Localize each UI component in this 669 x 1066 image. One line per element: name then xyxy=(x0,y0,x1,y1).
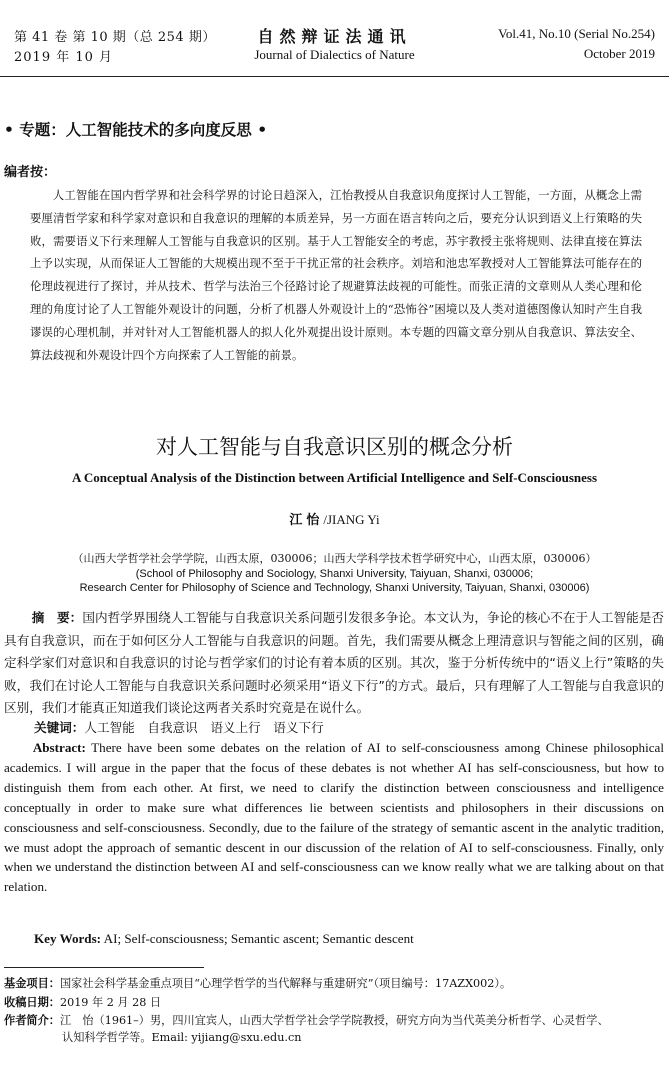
keywords-zh xyxy=(34,717,324,736)
article-title-en: A Conceptual Analysis of the Distinction between Artificial Intelligence and Self-Consciousness xyxy=(71,470,598,485)
keywords-en-text: AI; Self-consciousness; Semantic ascent; Semantic descent xyxy=(103,931,414,946)
editor-note-text: 人工智能在国内哲学界和社会科学界的讨论日趋深入，江怡教授从自我意识角度探讨人工智能，一方面，从概念上需要厘清哲学家和科学家对意识和自我意识的理解的本质差异，另一方面在语言转向之后，要充分认识到语义上行策略的失败，需要语义下行来理解人工智能与自我意识的区别。基于人工智能安全的考虑，苏宇教授主张将规则、法律直接在算法上予以实现，从而保证人工智能的大规模出现不至于干扰正常的社会秩序。刘培和池忠军教授对人工智能算法可能存在的伦理歧视进行了探讨，并从技术、哲学与法治三个径路讨论了规避算法歧视的可能性。而张正清的文章则从人类心理和伦理的角度讨论了人工智能外观设计的问题，分析了机器人外观设计上的“恐怖谷”困境以及人类对道德图像认知时产生自我谬误的心理机制，并对针对人工智能机器人的拟人化外观提出设计原则。本专题的四篇文章分别从自我意识、算法安全、算法歧视和外观设计四个方向探索了人工智能的前景。 xyxy=(30,188,642,362)
article-title-zh: 对人工智能与自我意识区别的概念分析 xyxy=(156,435,513,459)
footnote-author xyxy=(4,1012,664,1046)
abstract-en-text: There have been some debates on the relation of AI to self-consciousness among Chinese philosophical academics. I will argue in the paper that the focus of these debates is not whether AI has self-consciousness, but how to distinguish them from each other. At first, we need to clarify the distinction between consciousness and intelligence conceptually in order to make sure what differences lie between scientists and philosophers in their discussions on consciousness and self-consciousness. Secondly, due to the failure of the strategy of semantic ascent in the analytic tradition, we must adopt the approach of semantic descent in our discussion of the relation of AI to self-consciousness. Finally, only when we understand the distinction between AI and self-consciousness can we know really what we are talking about on that relation. xyxy=(4,740,664,895)
author-line xyxy=(0,509,669,528)
volume-issue-zh: 第 41 卷 第 10 期（总 254 期） xyxy=(14,30,216,45)
footnote-fund xyxy=(4,975,664,992)
keywords-zh-label: 关键词： xyxy=(34,720,85,735)
affiliation-en-2: Research Center for Philosophy of Science and Technology, Shanxi University, Taiyuan, Shanxi, 030006) xyxy=(79,582,590,594)
author-bio-line-2: 认知科学哲学等。Email: yijiang@sxu.edu.cn xyxy=(62,1031,302,1044)
fund-label: 基金项目： xyxy=(4,977,60,990)
volume-issue-en: Vol.41, No.10 (Serial No.254) xyxy=(498,26,655,41)
abstract-zh-text: 国内哲学界围绕人工智能与自我意识关系问题引发很多争论。本文认为，争论的核心不在于人工智能是否具有自我意识，而在于如何区分人工智能与自我意识的问题。首先，我们需要从概念上理清意识与智能之间的区别，确定科学家们对意识和自我意识的讨论与哲学家们的讨论有着本质的区别。其次，鉴于分析传统中的“语义上行”策略的失败，我们在讨论人工智能与自我意识关系问题时必须采用“语义下行”的方式。最后，只有理解了人工智能与自我意识的区别，我们才能真正知道我们谈论这两者关系时究竟是在说什么。 xyxy=(4,610,665,716)
author-bio-label: 作者简介： xyxy=(4,1014,60,1027)
editor-note-label: 编者按： xyxy=(4,165,57,180)
footnote-rule xyxy=(4,967,204,968)
abstract-zh xyxy=(4,607,664,720)
footnote-received xyxy=(4,994,664,1011)
running-header xyxy=(0,26,669,78)
abstract-en-label: Abstract: xyxy=(32,740,86,755)
journal-name-en: Journal of Dialectics of Nature xyxy=(254,47,415,62)
date-zh: 2019 年 10 月 xyxy=(14,50,114,65)
received-label: 收稿日期： xyxy=(4,996,60,1009)
journal-name-zh: 自然辩证法通讯 xyxy=(257,27,412,46)
date-en: October 2019 xyxy=(583,46,655,61)
author-bio-line-1: 江 怡（1961–）男，四川宜宾人，山西大学哲学社会学学院教授，研究方向为当代英美分析哲学、心灵哲学、 xyxy=(59,1014,609,1027)
received-text: 2019 年 2 月 28 日 xyxy=(59,996,162,1009)
keywords-en xyxy=(34,931,414,947)
abstract-zh-label: 摘 要： xyxy=(31,610,83,625)
affiliation xyxy=(0,552,669,596)
affiliation-zh: （山西大学哲学社会学学院，山西太原，030006；山西大学科学技术哲学研究中心，山西太原，030006） xyxy=(72,552,597,565)
affiliation-en-1: (School of Philosophy and Sociology, Shanxi University, Taiyuan, Shanxi, 030006; xyxy=(135,567,534,580)
author-name-en: /JIANG Yi xyxy=(323,512,380,527)
header-rule xyxy=(0,76,669,77)
author-name-zh: 江怡 xyxy=(289,513,324,528)
special-topic-heading: • 专题：人工智能技术的多向度反思 • xyxy=(4,121,268,139)
keywords-en-label: Key Words: xyxy=(34,931,102,946)
keywords-zh-text: 人工智能 自我意识 语义上行 语义下行 xyxy=(84,720,324,735)
abstract-en xyxy=(4,738,664,897)
fund-text: 国家社会科学基金重点项目“心理学哲学的当代解释与重建研究”（项目编号：17AZX002）。 xyxy=(59,977,512,990)
